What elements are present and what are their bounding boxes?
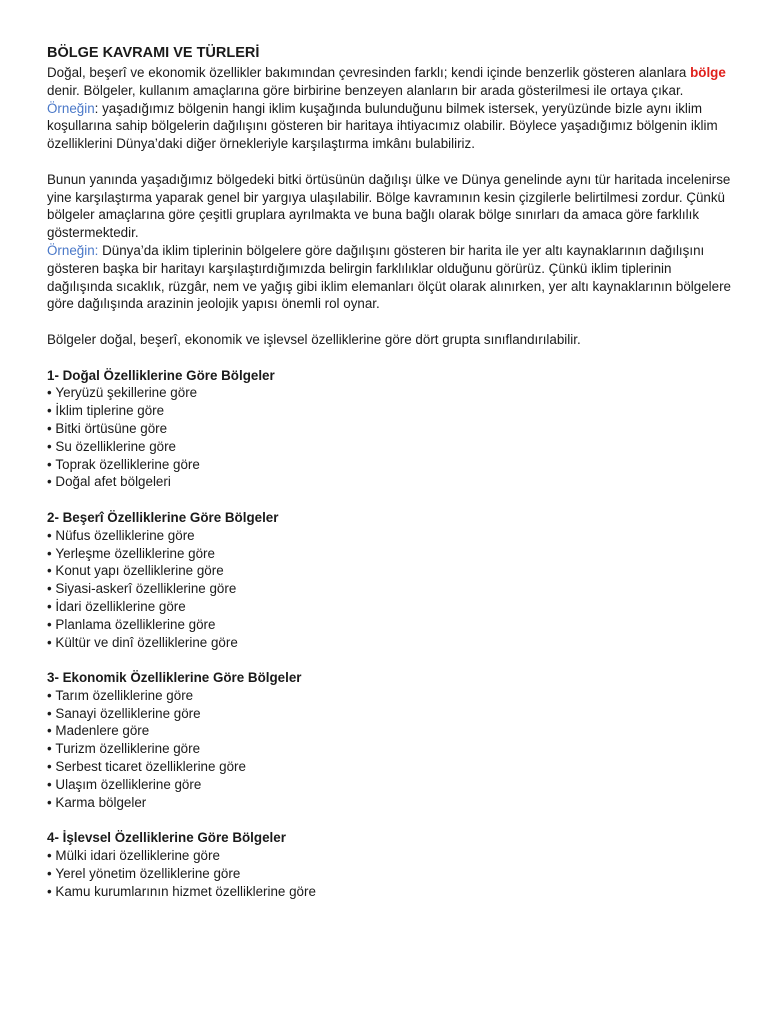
list-item: • Yeryüzü şekillerine göre — [47, 384, 737, 402]
section-title: 3- Ekonomik Özelliklerine Göre Bölgeler — [47, 670, 302, 686]
list-item: • İklim tiplerine göre — [47, 402, 737, 420]
second-paragraph: Bunun yanında yaşadığımız bölgedeki bitki örtüsünün dağılışı ülke ve Dünya genelinde aynı tür haritada incelenirse yine karşılaştırma yaparak genel bir yargıya ulaşılabilir. Bölge kavramının kesin çizgilerle belirtilmesi zordur. Çünkü bölgeler amaçlarına göre çeşitli gruplara ayrılmakta ve buna bağlı olarak bölge sınırları da amaca göre farklılık göstermektedir. Örneğin: Dünya’da iklim tiplerinin bölgelere göre dağılışını gösteren bir harita ile yer altı kaynaklarının dağılışını gösteren başka bir haritayı karşılaştırdığımızda belirgin farklılıklar olduğunu görürüz. Çünkü iklim tiplerinin dağılışında sıcaklık, rüzgâr, nem ve yağış gibi iklim elemanları ölçüt olarak alınırken, yer altı kaynaklarının bölgelere göre dağılışında arazinin jeolojik yapısı önemli rol oynar. — [47, 171, 731, 312]
list-item: • Yerel yönetim özelliklerine göre — [47, 865, 737, 883]
section-title: 1- Doğal Özelliklerine Göre Bölgeler — [47, 367, 275, 383]
document-page — [47, 44, 737, 900]
list-item: • Mülki idari özelliklerine göre — [47, 847, 737, 865]
highlight-term: bölge — [690, 65, 726, 80]
intro-paragraph: Doğal, beşerî ve ekonomik özellikler bakımından çevresinden farklı; kendi içinde benzerlik gösteren alanlara bölge denir. Bölgeler, kullanım amaçlarına göre birbirine benzeyen alanların bir arada gösterilmesi ile ortaya çıkar. Örneğin: yaşadığımız bölgenin hangi iklim kuşağında bulunduğunu bilmek istersek, yeryüzünde bizle aynı iklim koşullarına sahip bölgelerin dağılışını gösteren bir haritaya ihtiyacımız olabilir. Böylece yaşadığımız bölgenin iklim özelliklerini Dünya’daki diğer örnekleriyle karşılaştırma imkânı bulabiliriz. — [47, 65, 726, 152]
bullet-list — [47, 847, 737, 900]
list-item: • Siyasi-askerî özelliklerine göre — [47, 580, 737, 598]
example-label: Örneğin: — [47, 242, 99, 258]
list-item: • Planlama özelliklerine göre — [47, 616, 737, 634]
list-item: • Nüfus özelliklerine göre — [47, 527, 737, 545]
list-item: • Bitki örtüsüne göre — [47, 420, 737, 438]
classification-paragraph: Bölgeler doğal, beşerî, ekonomik ve işlevsel özelliklerine göre dört grupta sınıflandırılabilir. — [47, 331, 581, 347]
list-item: • Tarım özelliklerine göre — [47, 687, 737, 705]
bullet-list — [47, 384, 737, 491]
sections-container — [47, 349, 737, 901]
list-item: • Konut yapı özelliklerine göre — [47, 562, 737, 580]
list-item: • Ulaşım özelliklerine göre — [47, 776, 737, 794]
list-item: • Sanayi özelliklerine göre — [47, 705, 737, 723]
section-title: 4- İşlevsel Özelliklerine Göre Bölgeler — [47, 830, 286, 846]
list-item: • Toprak özelliklerine göre — [47, 456, 737, 474]
list-item: • Karma bölgeler — [47, 794, 737, 812]
list-item: • Kamu kurumlarının hizmet özelliklerine göre — [47, 883, 737, 901]
example-label: Örneğin — [47, 100, 95, 116]
list-item: • İdari özelliklerine göre — [47, 598, 737, 616]
bullet-list — [47, 527, 737, 652]
list-item: • Su özelliklerine göre — [47, 438, 737, 456]
list-item: • Turizm özelliklerine göre — [47, 740, 737, 758]
list-item: • Kültür ve dinî özelliklerine göre — [47, 634, 737, 652]
bullet-list — [47, 687, 737, 812]
list-item: • Serbest ticaret özelliklerine göre — [47, 758, 737, 776]
list-item: • Madenlere göre — [47, 722, 737, 740]
list-item: • Doğal afet bölgeleri — [47, 473, 737, 491]
list-item: • Yerleşme özelliklerine göre — [47, 545, 737, 563]
document-title: BÖLGE KAVRAMI VE TÜRLERİ — [47, 45, 260, 61]
section-title: 2- Beşerî Özelliklerine Göre Bölgeler — [47, 509, 279, 525]
